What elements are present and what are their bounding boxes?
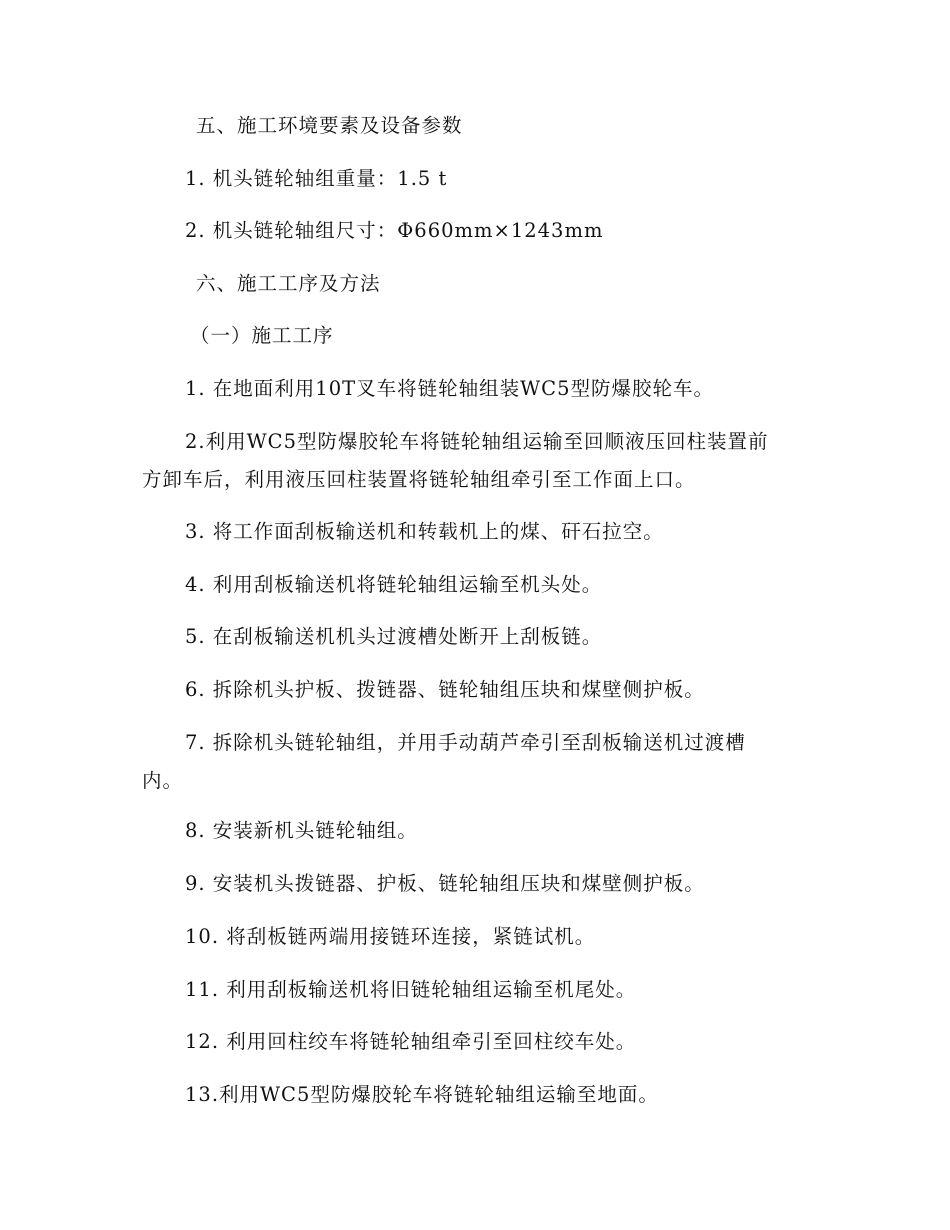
list-item: 6. 拆除机头护板、拨链器、链轮轴组压块和煤壁侧护板。: [185, 678, 705, 701]
list-item: 8. 安装新机头链轮轴组。: [185, 819, 418, 842]
list-item: 13.利用WC5型防爆胶轮车将链轮轴组运输至地面。: [185, 1083, 659, 1106]
list-item-continuation: 方卸车后，利用液压回柱装置将链轮轴组牵引至工作面上口。: [142, 468, 696, 491]
list-item: 1. 机头链轮轴组重量：1.5 t: [185, 167, 448, 190]
list-item: 2. 机头链轮轴组尺寸：Φ660mm×1243mm: [185, 219, 604, 242]
list-item: 11. 利用刮板输送机将旧链轮轴组运输至机尾处。: [185, 978, 637, 1001]
list-item: 10. 将刮板链两端用接链环连接，紧链试机。: [185, 925, 596, 948]
subsection-heading: （一）施工工序: [190, 324, 334, 347]
list-item-continuation: 内。: [142, 769, 184, 792]
section-heading-6: 六、施工工序及方法: [196, 272, 381, 295]
list-item: 12. 利用回柱绞车将链轮轴组牵引至回柱绞车处。: [185, 1030, 637, 1053]
list-item: 5. 在刮板输送机机头过渡槽处断开上刮板链。: [185, 625, 603, 648]
list-item: 3. 将工作面刮板输送机和转载机上的煤、矸石拉空。: [185, 520, 664, 543]
list-item: 4. 利用刮板输送机将链轮轴组运输至机头处。: [185, 573, 603, 596]
list-item: 1. 在地面利用10T叉车将链轮轴组装WC5型防爆胶轮车。: [185, 377, 714, 400]
list-item: 7. 拆除机头链轮轴组，并用手动葫芦牵引至刮板输送机过渡槽: [185, 731, 746, 754]
list-item: 9. 安装机头拨链器、护板、链轮轴组压块和煤壁侧护板。: [185, 872, 705, 895]
section-heading-5: 五、施工环境要素及设备参数: [196, 114, 463, 137]
list-item: 2.利用WC5型防爆胶轮车将链轮轴组运输至回顺液压回柱装置前: [185, 430, 769, 453]
